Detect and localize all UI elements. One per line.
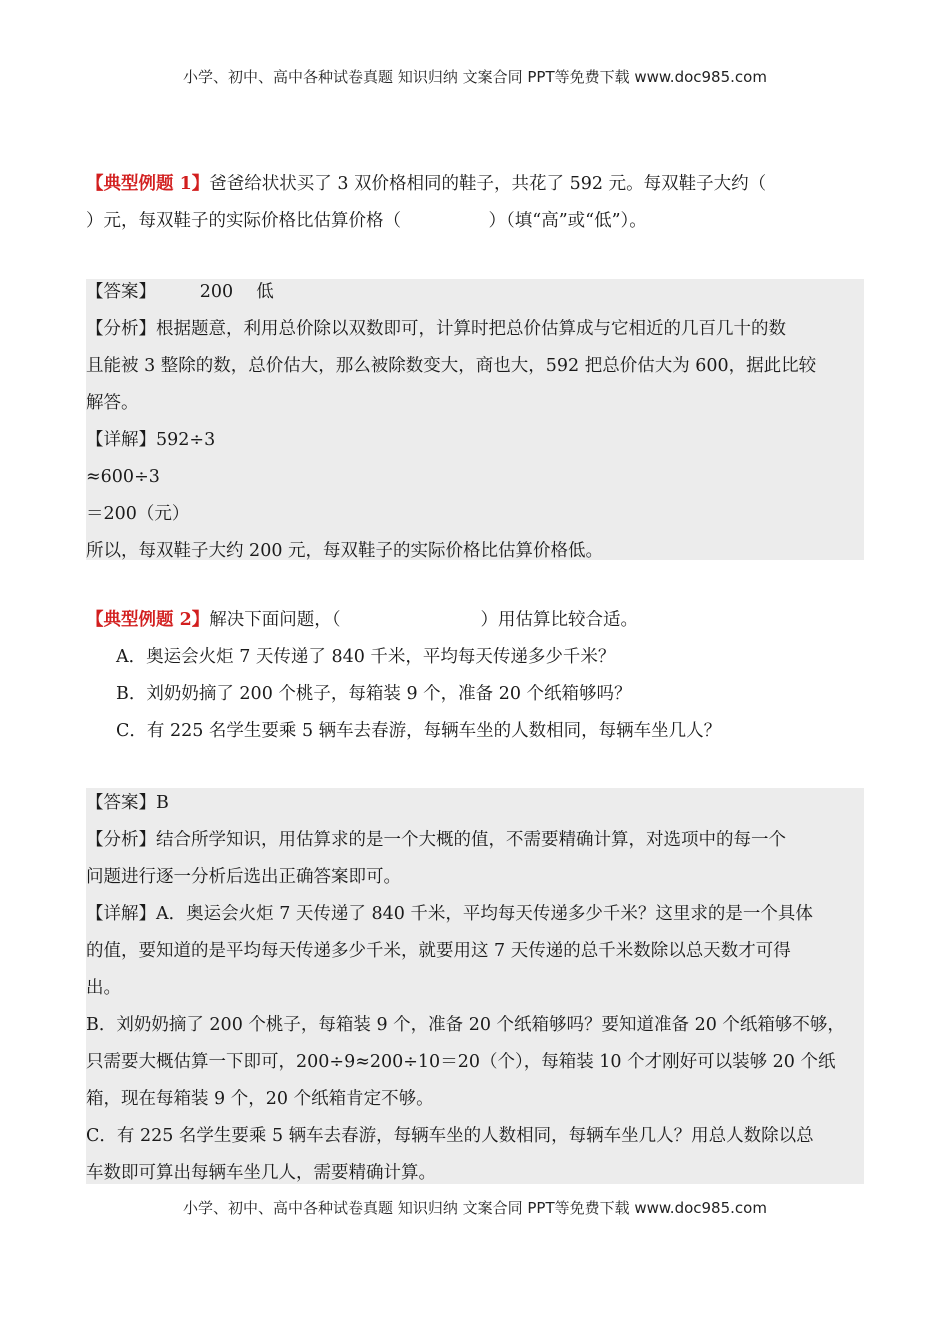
example-1-line2: ）元，每双鞋子的实际价格比估算价格（ ）（填“高”或“低”）。 (86, 211, 647, 231)
page-footer: 小学、初中、高中各种试卷真题 知识归纳 文案合同 PPT等免费下载 www.doc985.com (183, 1199, 767, 1217)
detail-1-line4: 所以，每双鞋子大约 200 元，每双鞋子的实际价格比估算价格低。 (86, 541, 604, 561)
detail-2-a-line1: 【详解】A．奥运会火炬 7 天传递了 840 千米，平均每天传递多少千米？这里求的是一个具体 (86, 904, 813, 924)
example-1 (86, 166, 876, 240)
example-2 (86, 602, 876, 750)
detail-2-c-line2: 车数即可算出每辆车坐几人，需要精确计算。 (86, 1163, 436, 1183)
detail-1-line2: ≈600÷3 (86, 467, 160, 487)
detail-2-a-line3: 出。 (86, 978, 121, 998)
answer-1: 【答案】 200 低 (86, 282, 274, 302)
detail-1-line1: 【详解】592÷3 (86, 430, 216, 450)
analysis-1-line1: 【分析】根据题意，利用总价除以双数即可，计算时把总价估算成与它相近的几百几十的数 (86, 319, 786, 339)
detail-2-b-line3: 箱，现在每箱装 9 个，20 个纸箱肯定不够。 (86, 1089, 434, 1109)
detail-2-b-line1: B．刘奶奶摘了 200 个桃子，每箱装 9 个，准备 20 个纸箱够吗？要知道准备 20 个纸箱够不够， (86, 1015, 845, 1035)
analysis-2-line1: 【分析】结合所学知识，用估算求的是一个大概的值，不需要精确计算，对选项中的每一个 (86, 830, 786, 850)
analysis-1-line3: 解答。 (86, 393, 139, 413)
page-header: 小学、初中、高中各种试卷真题 知识归纳 文案合同 PPT等免费下载 www.doc985.com (183, 68, 767, 86)
analysis-1-line2: 且能被 3 整除的数，总价估大，那么被除数变大，商也大，592 把总价估大为 600，据此比较 (86, 356, 817, 376)
detail-2-b-line2: 只需要大概估算一下即可，200÷9≈200÷10＝20（个），每箱装 10 个才刚好可以装够 20 个纸 (86, 1052, 836, 1072)
example-2-option-b: B．刘奶奶摘了 200 个桃子，每箱装 9 个，准备 20 个纸箱够吗？ (116, 684, 632, 704)
example-2-tag: 【典型例题 2】 (86, 610, 210, 630)
answer-2: 【答案】B (86, 793, 169, 813)
example-1-tag: 【典型例题 1】 (86, 174, 210, 194)
detail-2-c-line1: C．有 225 名学生要乘 5 辆车去春游，每辆车坐的人数相同，每辆车坐几人？用总人数除以总 (86, 1126, 814, 1146)
answer-box-2 (86, 788, 864, 1184)
example-2-option-c: C．有 225 名学生要乘 5 辆车去春游，每辆车坐的人数相同，每辆车坐几人？ (116, 721, 722, 741)
example-2-stem: 解决下面问题，（ ）用估算比较合适。 (209, 610, 639, 630)
detail-1-line3: ＝200（元） (86, 504, 190, 524)
detail-2-a-line2: 的值，要知道的是平均每天传递多少千米，就要用这 7 天传递的总千米数除以总天数才可得 (86, 941, 791, 961)
example-1-line1: 爸爸给状状买了 3 双价格相同的鞋子，共花了 592 元。每双鞋子大约（ (209, 174, 767, 194)
analysis-2-line2: 问题进行逐一分析后选出正确答案即可。 (86, 867, 401, 887)
example-2-option-a: A．奥运会火炬 7 天传递了 840 千米，平均每天传递多少千米？ (116, 647, 616, 667)
answer-box-1 (86, 279, 864, 560)
